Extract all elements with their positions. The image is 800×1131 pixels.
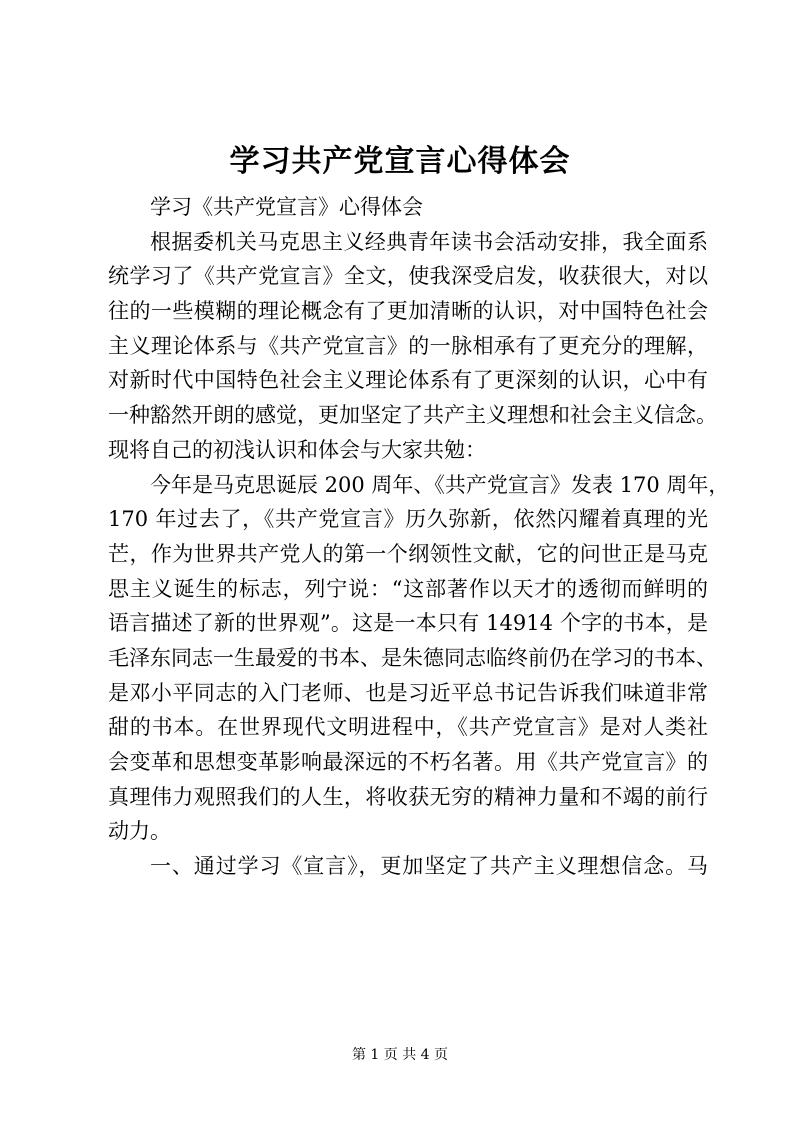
document-body bbox=[108, 190, 730, 884]
paragraph-line: 会变革和思想变革影响最深远的不朽名著。用《共产党宣言》的 bbox=[108, 750, 708, 774]
paragraph-line: 一、通过学习《宣言》，更加坚定了共产主义理想信念。马 bbox=[150, 854, 708, 879]
page-indicator: 第 1 页 共 4 页 bbox=[351, 1047, 449, 1063]
paragraph-line: 主义理论体系与《共产党宣言》的一脉相承有了更充分的理解， bbox=[108, 333, 708, 358]
paragraph-line: 真理伟力观照我们的人生，将收获无穷的精神力量和不竭的前行 bbox=[108, 784, 708, 809]
paragraph-line: 统学习了《共产党宣言》全文，使我深受启发，收获很大，对以 bbox=[108, 264, 708, 289]
paragraph-line: 对新时代中国特色社会主义理论体系有了更深刻的认识，心中有 bbox=[108, 368, 708, 393]
subtitle-line: 学习《共产党宣言》心得体会 bbox=[150, 195, 423, 219]
paragraph-line: 甜的书本。在世界现代文明进程中，《共产党宣言》是对人类社 bbox=[108, 715, 708, 740]
paragraph-line: 动力。 bbox=[108, 819, 171, 844]
paragraph-line: 毛泽东同志一生最爱的书本、是朱德同志临终前仍在学习的书本、 bbox=[108, 645, 717, 670]
document-title: 学习共产党宣言心得体会 bbox=[229, 144, 571, 179]
paragraph-line: 语言描述了新的世界观”。这是一本只有 14914 个字的书本，是 bbox=[108, 611, 708, 636]
paragraph-line: 芒，作为世界共产党人的第一个纲领性文献，它的问世正是马克 bbox=[108, 541, 708, 566]
paragraph-line: 一种豁然开朗的感觉，更加坚定了共产主义理想和社会主义信念。 bbox=[108, 403, 717, 428]
paragraph-line: 170 年过去了，《共产党宣言》历久弥新，依然闪耀着真理的光 bbox=[108, 507, 708, 532]
page-footer bbox=[0, 1045, 800, 1065]
paragraph-line: 现将自己的初浅认识和体会与大家共勉： bbox=[108, 437, 486, 462]
paragraph-line: 是邓小平同志的入门老师、也是习近平总书记告诉我们味道非常 bbox=[108, 680, 708, 705]
paragraph-line: 思主义诞生的标志，列宁说：“这部著作以天才的透彻而鲜明的 bbox=[108, 576, 708, 601]
paragraph-line: 根据委机关马克思主义经典青年读书会活动安排，我全面系 bbox=[150, 229, 708, 254]
paragraph-line: 今年是马克思诞辰 200 周年、《共产党宣言》发表 170 周年， bbox=[150, 472, 730, 497]
paragraph-line: 往的一些模糊的理论概念有了更加清晰的认识，对中国特色社会 bbox=[108, 299, 708, 324]
